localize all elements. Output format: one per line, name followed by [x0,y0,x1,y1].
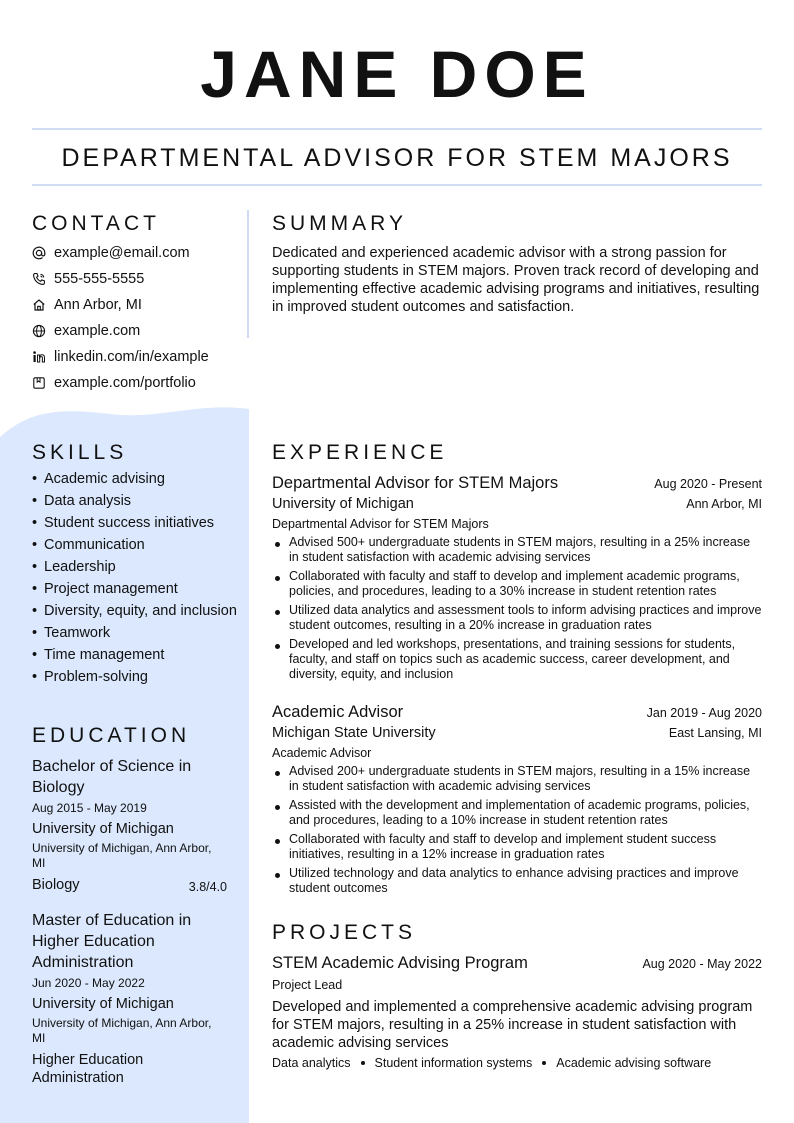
edu-location: University of Michigan, Ann Arbor, MI [32,841,212,870]
contact-list [32,240,242,396]
edu-degree: Bachelor of Science in Biology [32,758,192,796]
job-bullet: Advised 500+ undergraduate students in STEM majors, resulting in a 25% increase in student satisfaction with academic advising services [272,535,762,565]
project-title-row [272,952,762,974]
job-bullet: Assisted with the development and implementation of academic programs, policies, and procedures, leading to a 10% increase in student retention rates [272,798,762,828]
contact-portfolio[interactable] [32,370,242,396]
portfolio-icon [32,376,46,390]
header-rule-bottom [32,184,762,186]
skill-item: • Time management [32,646,237,664]
skill-item: • Diversity, equity, and inclusion [32,602,237,620]
project-tag: Academic advising software [556,1056,712,1070]
education-heading: EDUCATION [32,724,191,747]
edu-school: University of Michigan [32,821,174,837]
experience-heading: EXPERIENCE [272,441,448,464]
skill-item: • Academic advising [32,470,237,488]
skill-item: • Communication [32,536,237,554]
globe-icon [32,324,46,338]
edu-field: Biology [32,877,80,893]
contact-phone[interactable] [32,266,242,292]
skill-item: • Teamwork [32,624,237,642]
summary-heading: SUMMARY [272,212,407,235]
job-bullet: Utilized data analytics and assessment tools to inform advising practices and improve student outcomes, resulting in a 20% increase in graduation rates [272,603,762,633]
job-org: Michigan State University [272,725,436,741]
job-bullets [272,535,762,682]
project-entry [272,952,762,1072]
job-location: East Lansing, MI [668,726,762,740]
job-entry [272,472,762,686]
edu-dates: Jun 2020 - May 2022 [32,976,145,990]
job-role: Academic Advisor [272,746,372,760]
header-rule-top [32,128,762,130]
project-role: Project Lead [272,978,343,992]
contact-website[interactable] [32,318,242,344]
contact-heading: CONTACT [32,212,160,235]
edu-gpa: 3.8/4.0 [188,880,227,894]
edu-degree: Master of Education in Higher Education Administration [32,912,192,971]
contact-phone-text: 555-555-5555 [54,271,145,287]
contact-linkedin-text: linkedin.com/in/example [54,349,209,365]
projects-heading: PROJECTS [272,921,417,944]
candidate-name: JANE DOE [200,37,594,111]
job-bullet: Utilized technology and data analytics to enhance advising practices and improve student outcomes [272,866,762,896]
contact-linkedin[interactable] [32,344,242,370]
skills-heading: SKILLS [32,441,128,464]
project-dates: Aug 2020 - May 2022 [642,957,762,971]
job-bullet: Advised 200+ undergraduate students in STEM majors, resulting in a 15% increase in student satisfaction with academic advising services [272,764,762,794]
job-dates: Jan 2019 - Aug 2020 [646,706,762,720]
linkedin-icon [32,350,46,364]
contact-location-text: Ann Arbor, MI [54,297,142,313]
job-title: Departmental Advisor for STEM Majors [272,474,559,492]
phone-icon [32,272,46,286]
edu-field-row [32,1051,227,1087]
job-title: Academic Advisor [272,703,404,721]
job-location: Ann Arbor, MI [686,497,762,511]
edu-field-row [32,876,227,896]
edu-dates: Aug 2015 - May 2019 [32,801,147,815]
skill-item: • Student success initiatives [32,514,237,532]
summary-text: Dedicated and experienced academic advisor with a strong passion for supporting students in STEM majors. Proven track record of developing and implementing effective academic advising programs and initiatives, resulting in improved student outcomes and satisfaction. [272,245,760,315]
tag-separator [542,1061,546,1065]
job-role: Departmental Advisor for STEM Majors [272,517,489,531]
project-tag: Student information systems [374,1056,533,1070]
edu-field: Higher Education Administration [32,1052,144,1086]
home-icon [32,298,46,312]
project-tags [272,1054,762,1072]
job-org: University of Michigan [272,496,414,512]
contact-location [32,292,242,318]
job-title: DEPARTMENTAL ADVISOR FOR STEM MAJORS [61,144,733,172]
project-tag: Data analytics [272,1056,351,1070]
contact-email-text: example@email.com [54,245,190,261]
job-org-row [272,494,762,514]
project-description: Developed and implemented a comprehensive academic advising program for STEM majors, resulting in a 25% increase in student satisfaction with academic advising services [272,999,753,1051]
tag-separator [361,1061,365,1065]
job-title-row [272,472,762,494]
skill-item: • Data analysis [32,492,237,510]
job-bullet: Collaborated with faculty and staff to develop and implement academic programs, policies, and procedures, leading to a 30% increase in student retention rates [272,569,762,599]
skill-item: • Problem-solving [32,668,237,686]
job-title-row [272,701,762,723]
job-bullet: Developed and led workshops, presentations, and training sessions for students, faculty, and staff on topics such as academic success, career development, and diversity, equity, and inclusion [272,637,762,682]
column-divider [247,210,249,338]
job-bullets [272,764,762,896]
skills-list [32,470,237,690]
project-title: STEM Academic Advising Program [272,954,528,972]
contact-email[interactable] [32,240,242,266]
skill-item: • Project management [32,580,237,598]
job-dates: Aug 2020 - Present [654,477,762,491]
at-icon [32,246,46,260]
skill-item: • Leadership [32,558,237,576]
job-entry [272,701,762,900]
contact-website-text: example.com [54,323,141,339]
job-org-row [272,723,762,743]
edu-location: University of Michigan, Ann Arbor, MI [32,1016,212,1045]
contact-portfolio-text: example.com/portfolio [54,375,196,391]
education-entry [32,756,227,896]
job-bullet: Collaborated with faculty and staff to develop and implement student success initiatives, resulting in a 12% increase in graduation rates [272,832,762,862]
edu-school: University of Michigan [32,996,174,1012]
education-entry [32,910,227,1087]
